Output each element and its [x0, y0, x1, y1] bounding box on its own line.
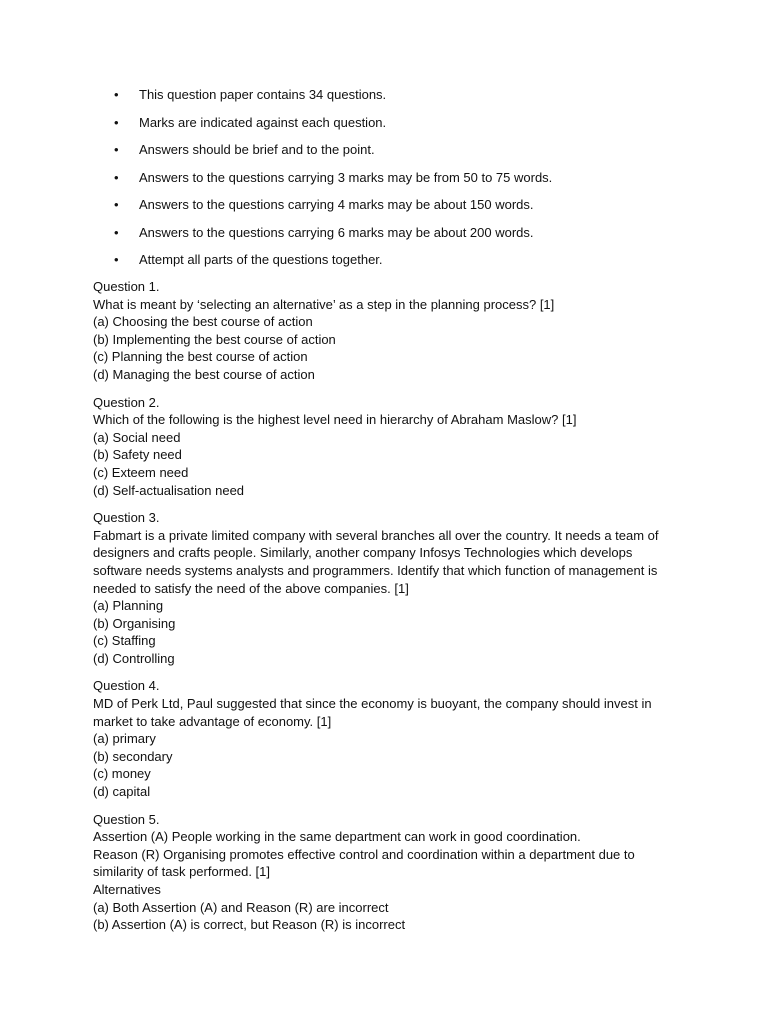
question-2 — [93, 394, 668, 500]
reason-text: Reason (R) Organising promotes effective control and coordination within a department due to similarity of task performed. [1] — [93, 846, 635, 880]
option: (a) Both Assertion (A) and Reason (R) are incorrect — [93, 899, 389, 915]
question-label: Question 5. — [93, 811, 160, 827]
option: (d) Controlling — [93, 650, 175, 666]
option: (a) Planning — [93, 598, 164, 614]
question-4 — [93, 677, 668, 800]
question-1 — [93, 278, 668, 384]
alternatives-label: Alternatives — [93, 882, 161, 897]
option: (b) secondary — [93, 748, 173, 764]
bullet-icon: • — [114, 224, 119, 240]
question-text: MD of Perk Ltd, Paul suggested that since the economy is buoyant, the company should invest in market to take advantage of economy. [1] — [93, 696, 652, 729]
bullet-icon: • — [114, 114, 119, 130]
option: (a) primary — [93, 731, 156, 747]
question-label: Question 4. — [93, 678, 160, 694]
bullet-icon: • — [114, 87, 119, 102]
instruction-item: • Answers to the questions carrying 3 marks may be from 50 to 75 words. — [114, 169, 553, 185]
option: (c) Exteem need — [93, 464, 189, 480]
question-label: Question 2. — [93, 394, 160, 410]
question-text: What is meant by ‘selecting an alternative’ as a step in the planning process? [1] — [93, 296, 555, 312]
questions-section — [93, 278, 668, 944]
option: (b) Organising — [93, 615, 176, 631]
question-label: Question 3. — [93, 510, 160, 526]
option: (a) Choosing the best course of action — [93, 314, 313, 330]
option: (b) Implementing the best course of action — [93, 331, 336, 347]
bullet-icon: • — [114, 197, 119, 212]
assertion-text: Assertion (A) People working in the same department can work in good coordination. — [93, 829, 581, 845]
question-5 — [93, 811, 668, 934]
option: (c) Planning the best course of action — [93, 349, 308, 365]
instruction-item: • Answers to the questions carrying 6 marks may be about 200 words. — [114, 224, 534, 240]
instruction-item: • Answers to the questions carrying 4 marks may be about 150 words. — [114, 197, 534, 212]
option: (c) money — [93, 766, 151, 782]
question-text: Which of the following is the highest level need in hierarchy of Abraham Maslow? [1] — [93, 412, 577, 428]
bullet-icon: • — [114, 252, 119, 267]
instruction-item: • Marks are indicated against each question. — [114, 114, 387, 130]
question-label: Question 1. — [93, 279, 160, 294]
bullet-icon: • — [114, 142, 119, 157]
instructions-list — [114, 86, 714, 279]
instruction-item: • Answers should be brief and to the point. — [114, 142, 375, 157]
question-text: Fabmart is a private limited company with several branches all over the country. It needs a team of designers and crafts people. Similarly, another company Infosys Technologies which develops software needs systems analysts and programmers. Identify that which function of management is needed to satisfy the need of the above companies. [1] — [93, 527, 659, 596]
option: (d) Self-actualisation need — [93, 482, 245, 498]
instruction-item: • This question paper contains 34 questions. — [114, 87, 387, 102]
option: (b) Assertion (A) is correct, but Reason (R) is incorrect — [93, 917, 406, 933]
option: (b) Safety need — [93, 447, 182, 463]
bullet-icon: • — [114, 169, 119, 185]
option: (d) Managing the best course of action — [93, 366, 315, 382]
option: (d) capital — [93, 784, 151, 800]
instruction-item: • Attempt all parts of the questions together. — [114, 252, 383, 267]
question-3 — [93, 509, 668, 667]
option: (a) Social need — [93, 429, 181, 445]
option: (c) Staffing — [93, 633, 156, 649]
